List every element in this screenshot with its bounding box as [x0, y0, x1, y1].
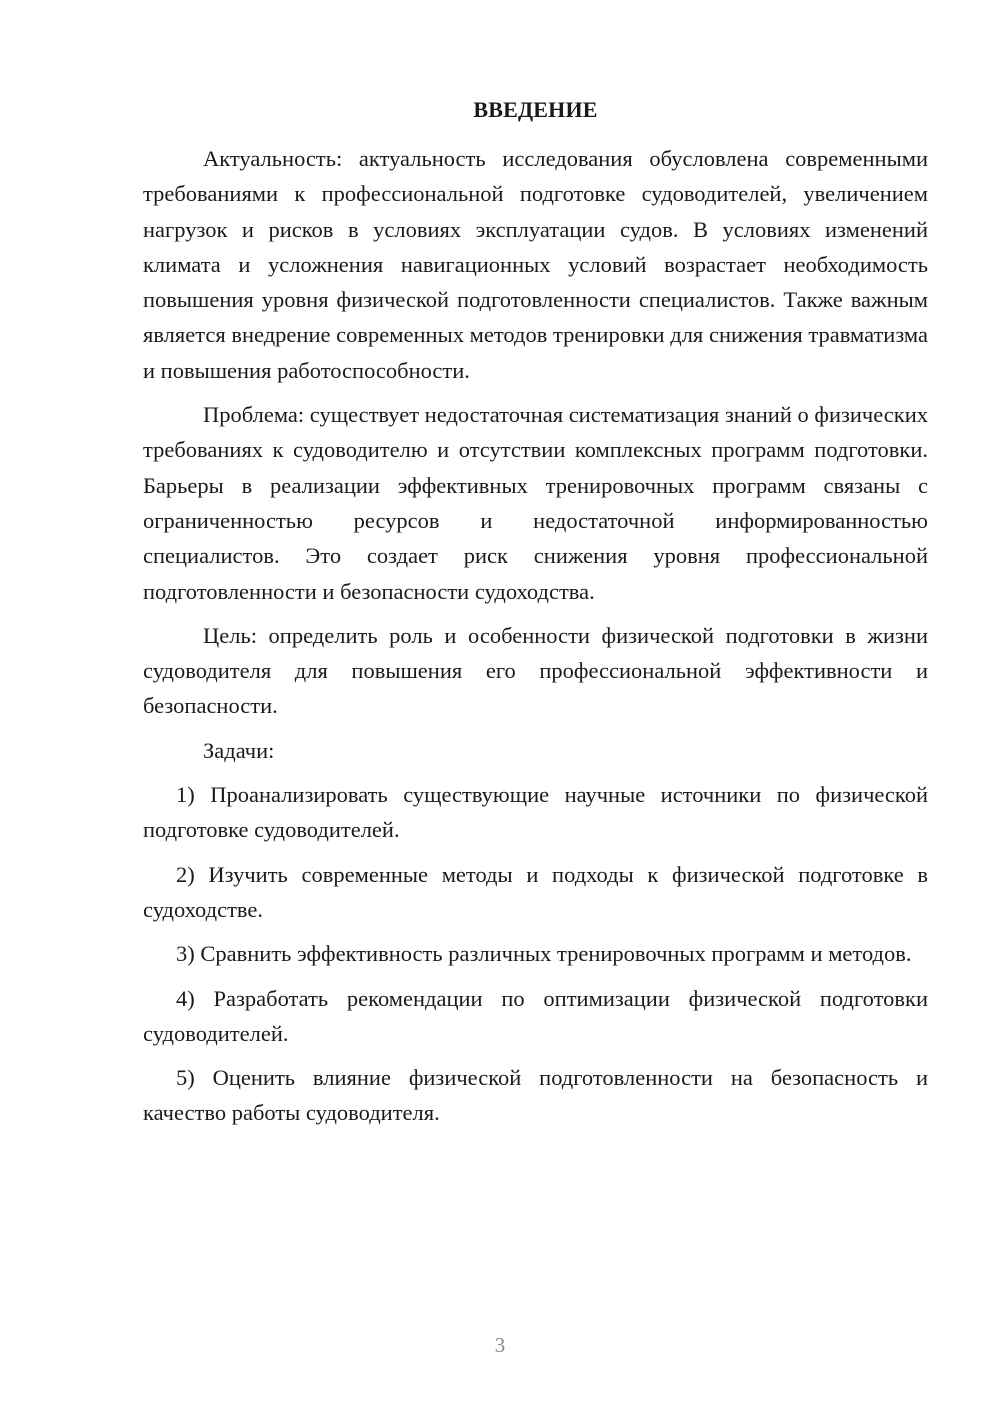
document-title: ВВЕДЕНИЕ [473, 97, 598, 122]
tasks-heading: Задачи: [203, 737, 275, 763]
page-number: 3 [494, 1333, 506, 1357]
paragraph-relevance: Актуальность: актуальность исследования обусловлена современными требованиями к профессиональной подготовке судоводителей, увеличением нагрузок и рисков в условиях эксплуатации судов. В условиях изменений климата и усложнения навигационных условий возрастает необходимость повышения уровня физической подготовленности специалистов. Также важным является внедрение современных методов тренировки для снижения травматизма и повышения работоспособности. [143, 146, 928, 383]
paragraph-problem: Проблема: существует недостаточная систематизация знаний о физических требованиях к судоводителю и отсутствии комплексных программ подготовки. Барьеры в реализации эффективных тренировочных программ связаны с ограниченностью ресурсов и недостаточной информированностью специалистов. Это создает риск снижения уровня профессиональной подготовленности и безопасности судоходства. [143, 402, 928, 604]
task-item: 4) Разработать рекомендации по оптимизации физической подготовки судоводителей. [143, 985, 928, 1046]
document-page [143, 90, 928, 1140]
task-item: 3) Сравнить эффективность различных тренировочных программ и методов. [176, 941, 912, 967]
paragraph-goal: Цель: определить роль и особенности физической подготовки в жизни судоводителя для повышения его профессиональной эффективности и безопасности. [143, 622, 928, 719]
task-item: 5) Оценить влияние физической подготовленности на безопасность и качество работы судоводителя. [143, 1065, 928, 1126]
task-item: 2) Изучить современные методы и подходы к физической подготовке в судоходстве. [143, 861, 928, 922]
task-item: 1) Проанализировать существующие научные источники по физической подготовке судоводителей. [143, 782, 928, 843]
